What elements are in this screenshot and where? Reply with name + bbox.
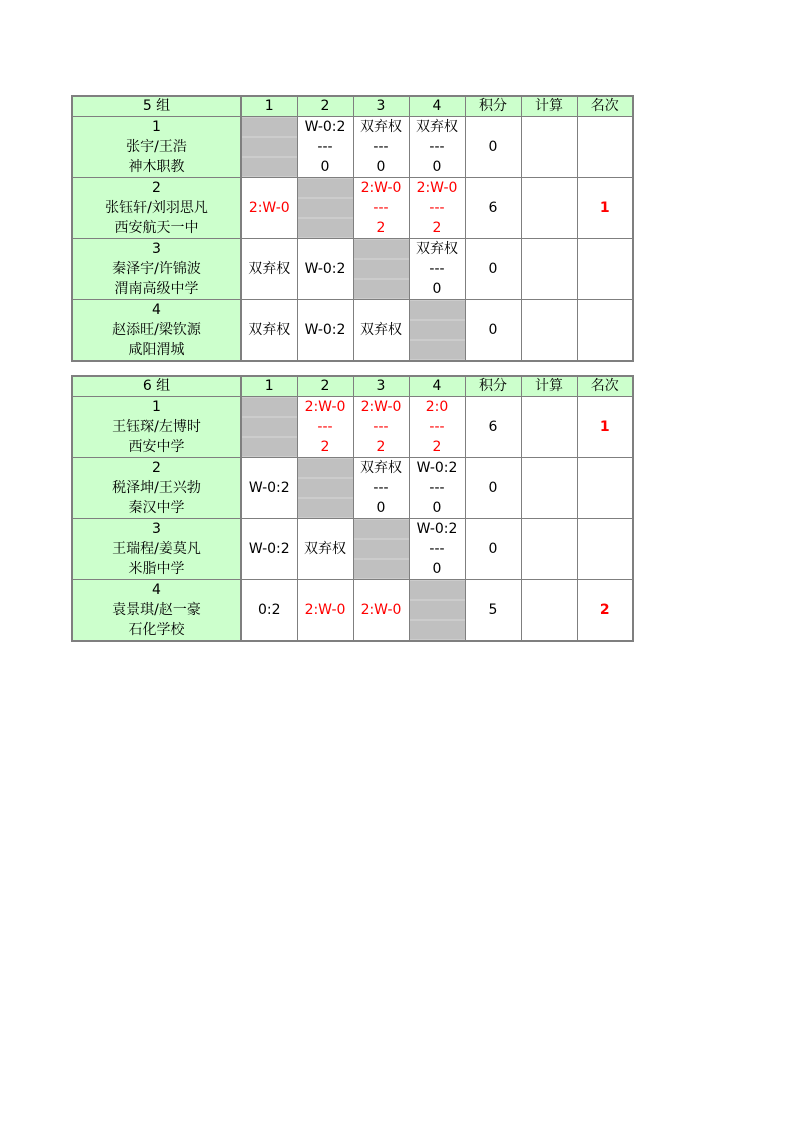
match-result-line: --- xyxy=(429,200,445,216)
match-result-line: W-0:2 xyxy=(416,521,458,537)
match-result-cell xyxy=(353,178,409,239)
team-row xyxy=(72,519,633,580)
match-result-line: W-0:2 xyxy=(304,322,346,338)
header-match-3: 3 xyxy=(353,376,409,397)
match-result-cell xyxy=(241,300,297,362)
rank-cell: 1 xyxy=(577,397,633,458)
match-result-cell xyxy=(297,519,353,580)
match-result-line: --- xyxy=(373,200,389,216)
group-name: 5 组 xyxy=(72,96,241,117)
self-match-cell xyxy=(409,580,465,642)
match-result-line: 2:W-0 xyxy=(304,602,346,618)
self-match-cell xyxy=(241,117,297,178)
team-cell xyxy=(72,458,241,519)
match-result-line: 2:W-0 xyxy=(248,200,290,216)
team-players: 王瑞程/姜莫凡 xyxy=(112,541,201,557)
match-result-line: 0 xyxy=(376,500,386,516)
match-result-line: 双弃权 xyxy=(360,460,402,476)
match-result-line: 2 xyxy=(320,439,330,455)
rank-cell xyxy=(577,239,633,300)
self-match-cell xyxy=(297,458,353,519)
match-result-line: 双弃权 xyxy=(248,322,291,338)
team-cell xyxy=(72,580,241,642)
match-result-line: --- xyxy=(317,139,333,155)
team-row xyxy=(72,239,633,300)
match-result-cell xyxy=(409,519,465,580)
team-seed: 2 xyxy=(152,460,161,476)
match-result-line: 双弃权 xyxy=(304,541,346,557)
match-result-line: 0:2 xyxy=(257,602,281,618)
header-match-1: 1 xyxy=(241,96,297,117)
team-seed: 2 xyxy=(152,180,161,196)
match-result-cell xyxy=(241,519,297,580)
match-result-line: --- xyxy=(373,480,389,496)
match-result-line: 2:W-0 xyxy=(360,399,402,415)
match-result-line: --- xyxy=(317,419,333,435)
match-result-line: 双弃权 xyxy=(360,322,402,338)
group-5-table xyxy=(71,95,634,362)
self-match-cell xyxy=(353,519,409,580)
calc-cell xyxy=(521,300,577,362)
match-result-cell xyxy=(241,239,297,300)
calc-cell xyxy=(521,397,577,458)
team-school: 米脂中学 xyxy=(128,561,185,577)
team-seed: 1 xyxy=(152,119,161,135)
match-result-cell xyxy=(353,397,409,458)
calc-cell xyxy=(521,239,577,300)
calc-cell xyxy=(521,178,577,239)
team-row xyxy=(72,580,633,642)
header-rank: 名次 xyxy=(577,96,633,117)
header-match-1: 1 xyxy=(241,376,297,397)
header-match-2: 2 xyxy=(297,376,353,397)
self-match-cell xyxy=(353,239,409,300)
self-match-cell xyxy=(241,397,297,458)
match-result-line: 双弃权 xyxy=(360,119,402,135)
match-result-line: 2:W-0 xyxy=(304,399,346,415)
team-players: 王钰琛/左博时 xyxy=(112,419,201,435)
team-seed: 4 xyxy=(152,582,161,598)
team-school: 石化学校 xyxy=(128,622,185,638)
match-result-line: W-0:2 xyxy=(416,460,458,476)
match-result-line: 0 xyxy=(432,281,442,297)
match-result-cell xyxy=(353,458,409,519)
group-header-row xyxy=(72,376,633,397)
team-players: 张宇/王浩 xyxy=(126,139,187,155)
points-cell: 0 xyxy=(465,239,521,300)
calc-cell xyxy=(521,117,577,178)
match-result-line: 2 xyxy=(432,220,442,236)
calc-cell xyxy=(521,458,577,519)
team-seed: 3 xyxy=(152,521,161,537)
team-school: 西安航天一中 xyxy=(114,220,199,236)
header-calc: 计算 xyxy=(521,96,577,117)
team-row xyxy=(72,397,633,458)
team-players: 张钰轩/刘羽思凡 xyxy=(105,200,208,216)
group-name: 6 组 xyxy=(72,376,241,397)
match-result-line: 2 xyxy=(376,439,386,455)
header-rank: 名次 xyxy=(577,376,633,397)
rank-cell xyxy=(577,458,633,519)
match-result-line: W-0:2 xyxy=(248,480,290,496)
match-result-line: --- xyxy=(429,261,445,277)
match-result-cell xyxy=(409,458,465,519)
points-cell: 5 xyxy=(465,580,521,642)
team-school: 神木职教 xyxy=(128,159,185,175)
team-row xyxy=(72,458,633,519)
rank-cell xyxy=(577,300,633,362)
match-result-line: W-0:2 xyxy=(304,119,346,135)
match-result-cell xyxy=(353,300,409,362)
match-result-cell xyxy=(297,397,353,458)
match-result-line: 2:W-0 xyxy=(360,180,402,196)
team-row xyxy=(72,117,633,178)
calc-cell xyxy=(521,519,577,580)
team-row xyxy=(72,300,633,362)
self-match-cell xyxy=(297,178,353,239)
self-match-cell xyxy=(409,300,465,362)
match-result-line: 2 xyxy=(376,220,386,236)
team-players: 袁景琪/赵一豪 xyxy=(112,602,201,618)
match-result-cell xyxy=(353,580,409,642)
match-result-line: 2 xyxy=(432,439,442,455)
team-cell xyxy=(72,397,241,458)
match-result-line: 双弃权 xyxy=(248,261,291,277)
match-result-cell xyxy=(409,397,465,458)
team-row xyxy=(72,178,633,239)
header-points: 积分 xyxy=(465,376,521,397)
match-result-line: 2:W-0 xyxy=(416,180,458,196)
match-result-cell xyxy=(409,239,465,300)
team-seed: 1 xyxy=(152,399,161,415)
header-points: 积分 xyxy=(465,96,521,117)
team-cell xyxy=(72,300,241,362)
match-result-cell xyxy=(241,580,297,642)
team-school: 秦汉中学 xyxy=(128,500,185,516)
match-result-line: --- xyxy=(429,419,445,435)
match-result-cell xyxy=(241,458,297,519)
match-result-line: 0 xyxy=(432,159,442,175)
match-result-cell xyxy=(297,239,353,300)
match-result-line: W-0:2 xyxy=(304,261,346,277)
points-cell: 6 xyxy=(465,397,521,458)
points-cell: 0 xyxy=(465,300,521,362)
match-result-cell xyxy=(297,300,353,362)
header-match-3: 3 xyxy=(353,96,409,117)
match-result-cell xyxy=(353,117,409,178)
points-cell: 0 xyxy=(465,519,521,580)
rank-cell xyxy=(577,117,633,178)
team-players: 税泽坤/王兴勃 xyxy=(112,480,201,496)
match-result-line: --- xyxy=(373,419,389,435)
header-match-2: 2 xyxy=(297,96,353,117)
team-cell xyxy=(72,117,241,178)
team-cell xyxy=(72,519,241,580)
rank-cell xyxy=(577,519,633,580)
match-result-line: 0 xyxy=(432,561,442,577)
team-players: 赵添旺/梁钦源 xyxy=(112,322,201,338)
match-result-line: --- xyxy=(429,480,445,496)
match-result-cell xyxy=(409,117,465,178)
match-result-line: W-0:2 xyxy=(248,541,290,557)
group-header-row xyxy=(72,96,633,117)
calc-cell xyxy=(521,580,577,642)
match-result-line: 双弃权 xyxy=(416,241,458,257)
team-cell xyxy=(72,178,241,239)
points-cell: 0 xyxy=(465,458,521,519)
header-calc: 计算 xyxy=(521,376,577,397)
match-result-line: --- xyxy=(373,139,389,155)
points-cell: 0 xyxy=(465,117,521,178)
team-players: 秦泽宇/许锦波 xyxy=(112,261,201,277)
team-school: 渭南高级中学 xyxy=(114,281,199,297)
match-result-cell xyxy=(297,117,353,178)
match-result-line: 0 xyxy=(376,159,386,175)
rank-cell: 2 xyxy=(577,580,633,642)
team-school: 西安中学 xyxy=(128,439,185,455)
match-result-line: 0 xyxy=(432,500,442,516)
rank-cell: 1 xyxy=(577,178,633,239)
points-cell: 6 xyxy=(465,178,521,239)
match-result-line: 2:0 xyxy=(425,399,449,415)
match-result-cell xyxy=(241,178,297,239)
match-result-line: --- xyxy=(429,541,445,557)
team-school: 咸阳渭城 xyxy=(128,342,185,358)
match-result-line: 双弃权 xyxy=(416,119,458,135)
match-result-line: 2:W-0 xyxy=(360,602,402,618)
group-6-table xyxy=(71,375,634,642)
header-match-4: 4 xyxy=(409,96,465,117)
match-result-cell xyxy=(297,580,353,642)
match-result-line: --- xyxy=(429,139,445,155)
team-seed: 3 xyxy=(152,241,161,257)
match-result-line: 0 xyxy=(320,159,330,175)
header-match-4: 4 xyxy=(409,376,465,397)
match-result-cell xyxy=(409,178,465,239)
team-seed: 4 xyxy=(152,302,161,318)
team-cell xyxy=(72,239,241,300)
